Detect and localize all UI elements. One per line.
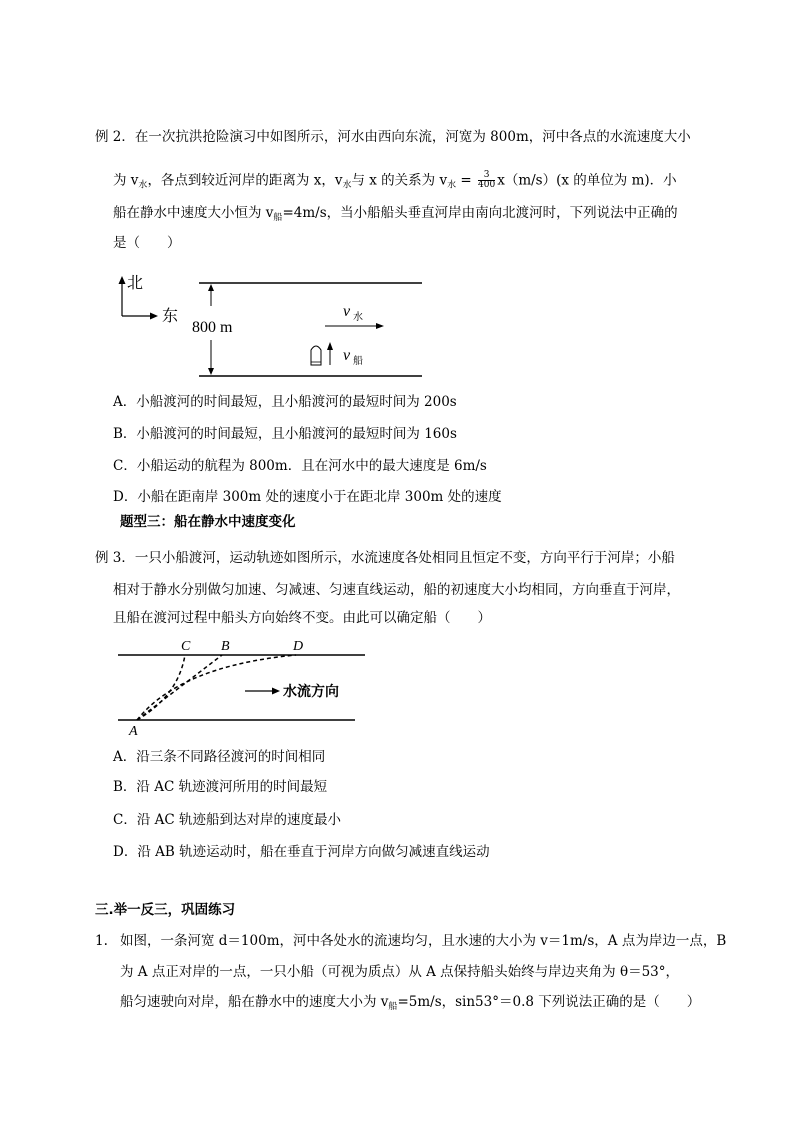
example2-line2-c: 与 x 的关系为 v: [351, 172, 448, 189]
question1-number: 1.: [95, 933, 108, 949]
example2-line2-a: 为 v: [113, 172, 139, 189]
example2-line2-d: =: [456, 172, 477, 189]
example3-line2: 相对于静水分别做匀加速、匀减速、匀速直线运动，船的初速度大小均相同，方向垂直于河岸，: [113, 582, 680, 598]
example2-option-b: B．小船渡河的时间最短，且小船渡河的最短时间为 160s: [113, 426, 457, 442]
point-c-label: C: [181, 639, 191, 654]
example2-option-c: C．小船运动的航程为 800m．且在河水中的最大速度是 6m/s: [113, 458, 487, 474]
example2-river-figure: [110, 268, 430, 383]
example2-line4: 是（ ）: [113, 235, 181, 251]
section3-heading: 三.举一反三，巩固练习: [95, 902, 236, 918]
example3-option-b: B．沿 AC 轨迹渡河所用的时间最短: [113, 779, 328, 795]
example2-option-d: D．小船在距南岸 300m 处的速度小于在距北岸 300m 处的速度: [113, 489, 502, 505]
example2-line2-b: ，各点到较近河岸的距离为 x，v: [147, 172, 343, 189]
north-label: 北: [127, 275, 144, 292]
water-velocity-arrow-head: [376, 323, 384, 329]
subscript-boat: 船: [388, 1002, 398, 1012]
point-d-label: D: [293, 639, 304, 654]
flow-direction-arrow-head: [272, 688, 280, 695]
fraction-denominator: 400: [478, 180, 496, 191]
subscript-water: 水: [342, 180, 352, 191]
subscript-water: 水: [447, 180, 457, 191]
width-arrow-up-head: [208, 284, 214, 291]
trajectory-ad: [137, 655, 296, 720]
type3-heading: 题型三：船在静水中速度变化: [120, 514, 296, 530]
example3-line1: 例 3．一只小船渡河，运动轨迹如图所示，水流速度各处相同且恒定不变，方向平行于河岸；小船: [95, 550, 675, 566]
question1-line3: [120, 996, 700, 1012]
subscript-water: 水: [138, 180, 148, 191]
question1-line3-b: =5m/s，sin53°＝0.8 下列说法正确的是（ ）: [397, 994, 701, 1010]
v-boat-letter: v: [343, 347, 351, 364]
question1-line2: 为 A 点正对岸的一点，一只小船（可视为质点）从 A 点保持船头始终与岸边夹角为 θ＝53°，: [120, 964, 680, 980]
example3-option-d: D．沿 AB 轨迹运动时，船在垂直于河岸方向做匀减速直线运动: [113, 844, 490, 860]
flow-direction-label: 水流方向: [283, 685, 339, 700]
example2-line2: [113, 171, 677, 191]
example3-option-c: C．沿 AC 轨迹船到达对岸的速度最小: [113, 812, 341, 828]
river-width-label: 800 m: [192, 319, 233, 336]
fraction-numerator: 3: [478, 171, 495, 181]
v-water-subscript: 水: [353, 312, 363, 323]
question1-line3-a: 船匀速驶向对岸，船在静水中的速度大小为 v: [120, 994, 389, 1010]
v-water-letter: v: [343, 303, 351, 320]
example2-line3-b: =4m/s，当小船船头垂直河岸由南向北渡河时，下列说法中正确的: [282, 205, 678, 221]
trajectory-ab: [137, 655, 222, 720]
east-arrow-head: [150, 313, 158, 320]
boat-velocity-arrow-head: [327, 342, 333, 350]
question1-line1: 如图，一条河宽 d＝100m，河中各处水的流速均匀，且水速的大小为 v＝1m/s，A 点为岸边一点，B: [120, 933, 727, 949]
width-arrow-down-head: [208, 368, 214, 375]
example3-option-a: A．沿三条不同路径渡河的时间相同: [113, 749, 326, 765]
example2-option-a: A．小船渡河的时间最短，且小船渡河的最短时间为 200s: [113, 394, 457, 410]
example3-line3: 且船在渡河过程中船头方向始终不变。由此可以确定船（ ）: [113, 610, 491, 626]
point-a-label: A: [129, 724, 138, 736]
east-label: 东: [162, 308, 179, 325]
subscript-boat: 船: [273, 213, 283, 223]
north-arrow-head: [119, 276, 126, 284]
example2-line2-e: x（m/s）(x 的单位为 m)．小: [497, 172, 677, 189]
example2-line3: [113, 207, 678, 223]
v-boat-subscript: 船: [353, 356, 363, 367]
example3-trajectory-figure: [110, 636, 370, 736]
point-b-label: B: [221, 639, 230, 654]
trajectory-ac: [137, 655, 185, 720]
fraction-3-400: [478, 171, 495, 191]
example2-line3-a: 船在静水中速度大小恒为 v: [113, 205, 274, 221]
example2-line1: 例 2．在一次抗洪抢险演习中如图所示，河水由西向东流，河宽为 800m，河中各点的水流速度大小: [95, 129, 691, 145]
